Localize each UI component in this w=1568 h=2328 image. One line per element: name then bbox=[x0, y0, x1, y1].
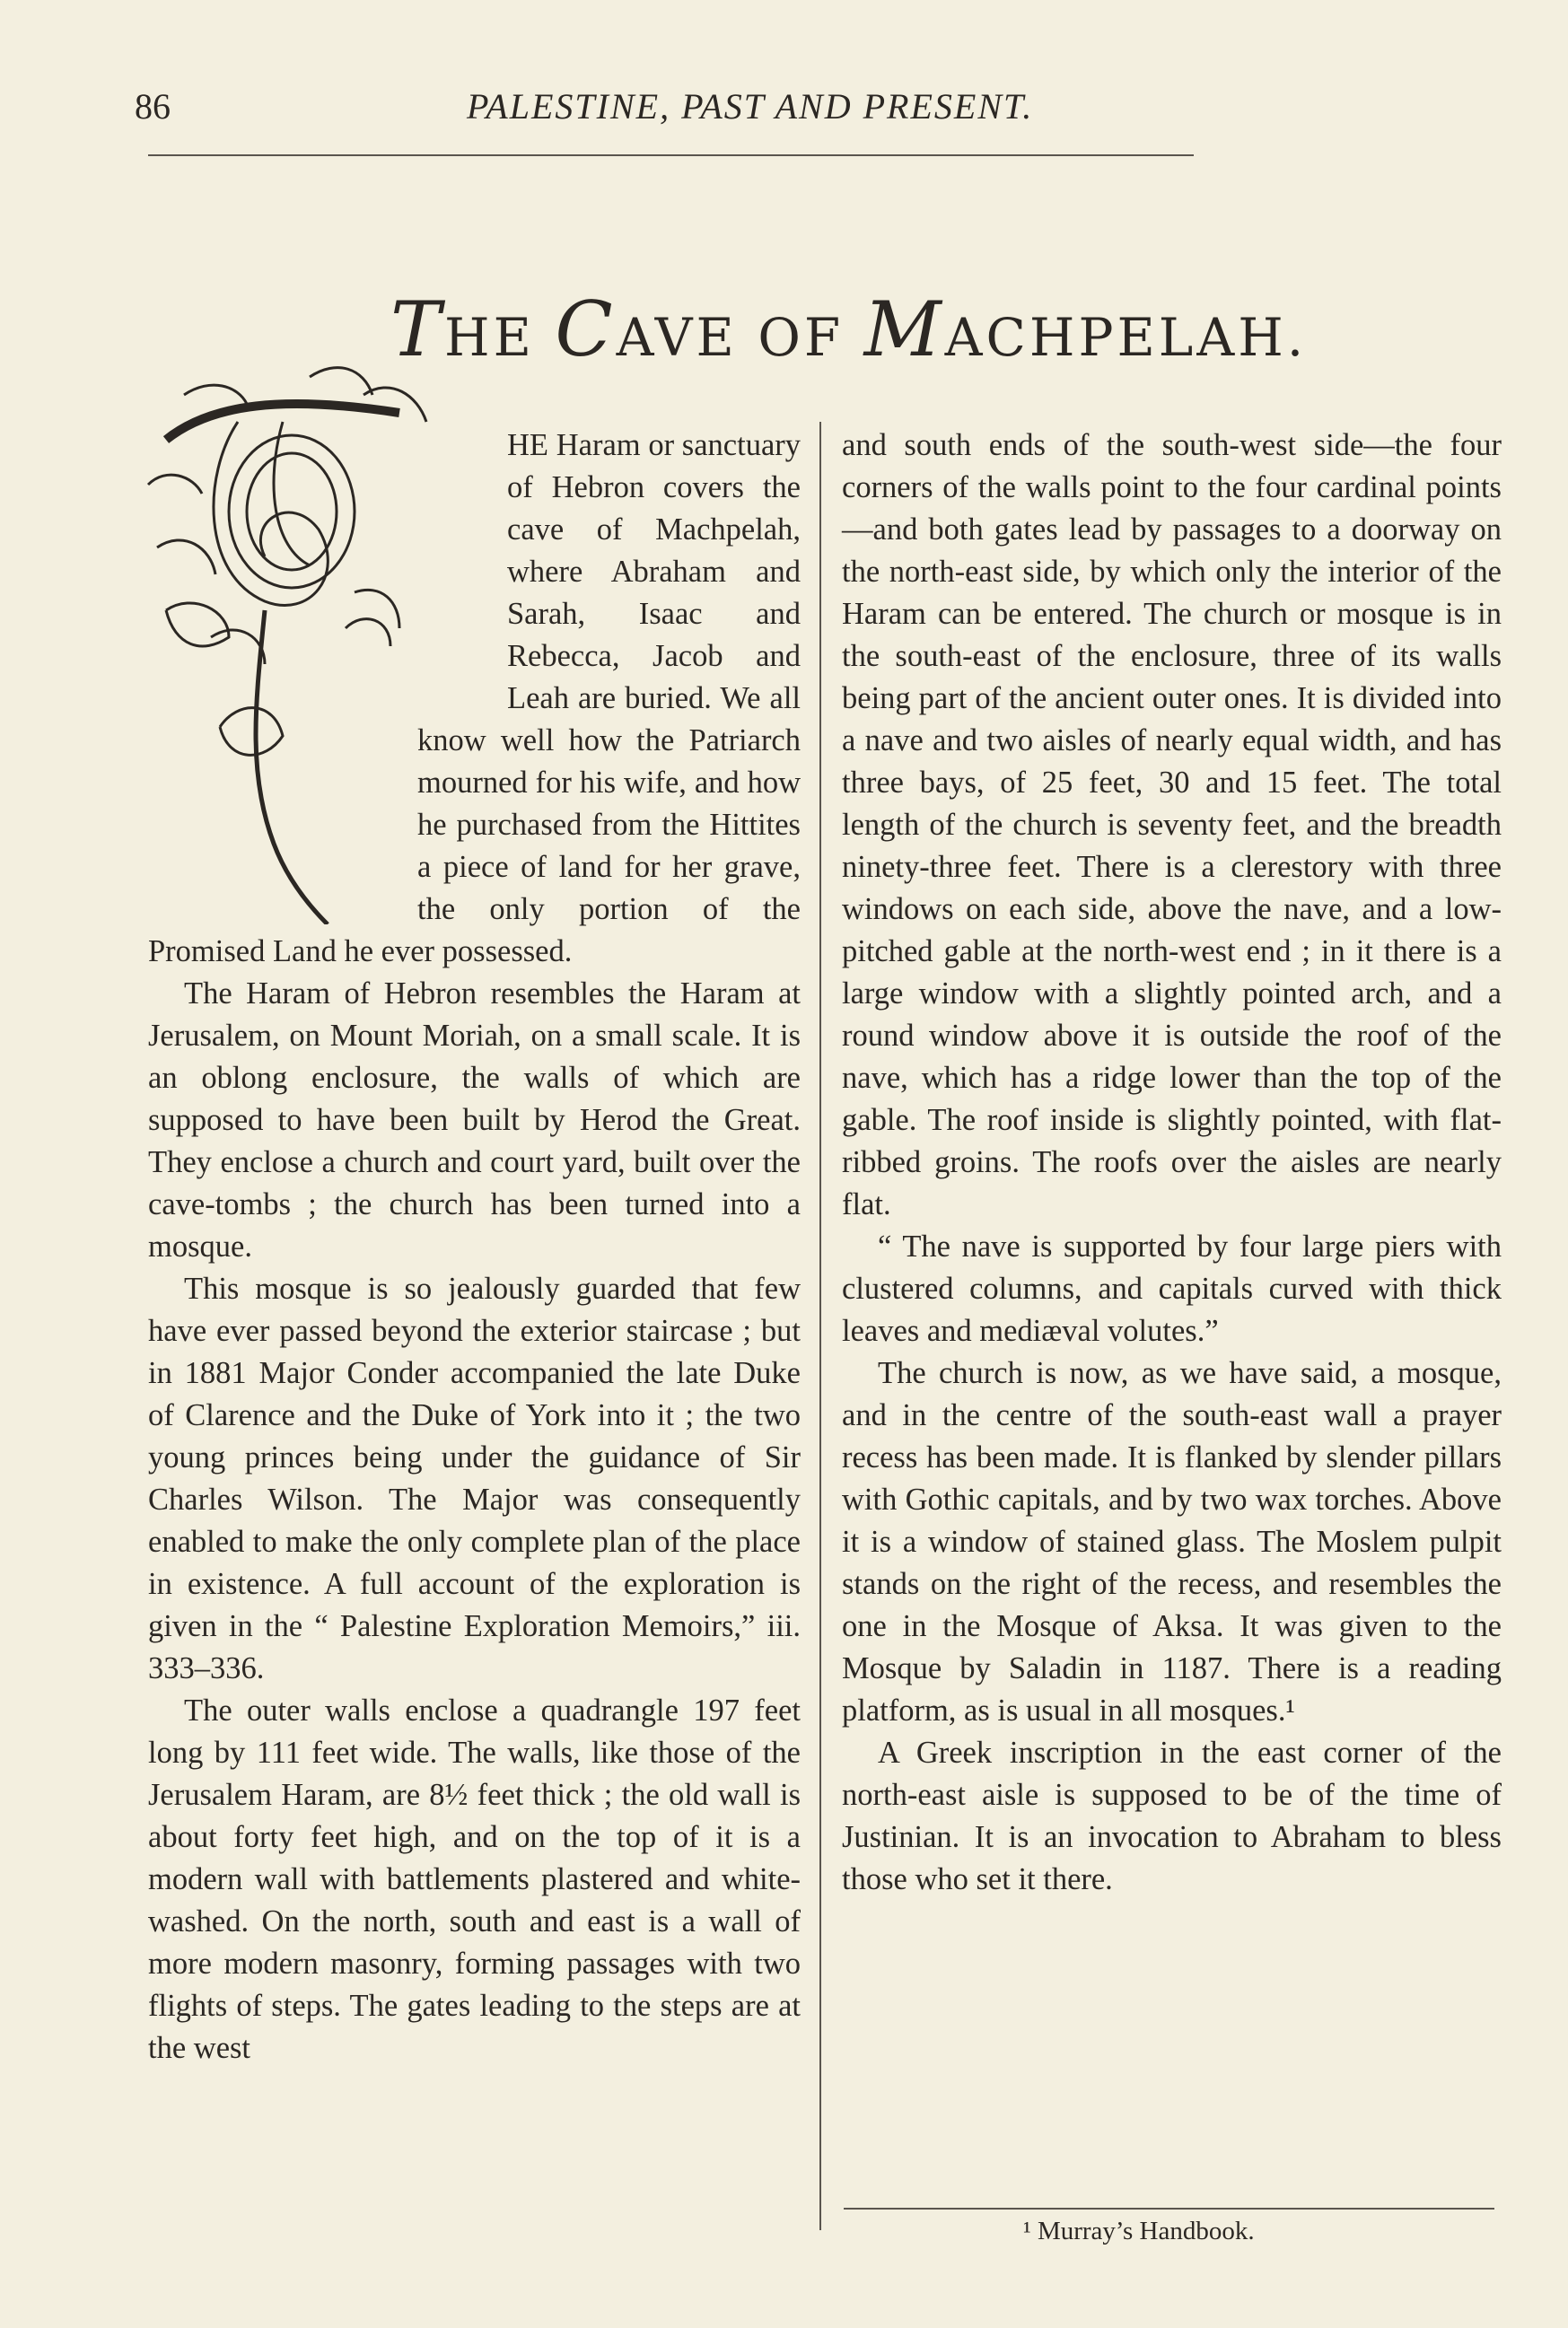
page-header bbox=[135, 85, 1176, 130]
footnote: ¹ Murray’s Handbook. bbox=[1023, 2217, 1255, 2245]
paragraph: “ The nave is supported by four large piers with clustered columns, and capitals curved with thick leaves and mediæval volutes.” bbox=[842, 1230, 1502, 1348]
title-word-machpelah: ACHPELAH. bbox=[944, 307, 1308, 368]
paragraph: The outer walls enclose a quadrangle 197 feet long by 111 feet wide. The walls, like those of the Jerusalem Haram, are 8½ feet thick ; the old wall is about forty feet high, and on the top of it is a modern wall with battlements plastered and white-washed. On the north, south and east is a wall of more modern masonry, forming passages with two flights of steps. The gates leading to the steps are at the west bbox=[148, 1693, 801, 2065]
paragraph: The church is now, as we have said, a mosque, and in the centre of the south-east wall a prayer recess has been made. It is flanked by slender pillars with Gothic capitals, and by two wax torches. Above it is a window of stained glass. The Moslem pulpit stands on the right of the recess, and resembles the one in the Mosque of Aksa. It was given to the Mosque by Saladin in 1187. There is a reading platform, as is usual in all mosques.¹ bbox=[842, 1356, 1502, 1728]
title-initial-c: C bbox=[555, 285, 617, 373]
footnote-rule bbox=[844, 2208, 1494, 2210]
chapter-title bbox=[390, 285, 1308, 373]
title-initial-m: M bbox=[863, 285, 945, 373]
paragraph: This mosque is so jealously guarded that few have ever passed beyond the exterior staircase ; but in 1881 Major Conder accompanied the late Duke of Clarence and the Duke of York into it ; the two young princes being under the guidance of Sir Charles Wilson. The Major was consequently enabled to make the only complete plan of the place in existence. A full account of the exploration is given in the “ Palestine Exploration Memoirs,” iii. 333–336. bbox=[148, 1272, 801, 1685]
running-title: PALESTINE, PAST AND PRESENT. bbox=[467, 86, 1034, 127]
header-rule bbox=[148, 154, 1194, 156]
title-word-the: HE bbox=[444, 307, 535, 368]
right-column bbox=[842, 424, 1502, 1901]
left-column bbox=[148, 424, 801, 2070]
title-word-of: OF bbox=[758, 307, 845, 368]
column-divider bbox=[819, 422, 821, 2230]
paragraph: The Haram of Hebron resembles the Haram at Jerusalem, on Mount Moriah, on a small scale. It is an oblong enclosure, the walls of which are supposed to have been built by Herod the Great. They enclose a church and court yard, built over the cave-tombs ; the church has been turned into a mosque. bbox=[148, 976, 801, 1264]
paragraph: A Greek inscription in the east corner of the north-east aisle is supposed to be of the time of Justinian. It is an invocation to Abraham to bless those who set it there. bbox=[842, 1736, 1502, 1896]
title-word-cave: AVE bbox=[616, 307, 738, 368]
paragraph: HE Haram or sanctuary of Hebron covers the cave of Machpelah, where Abraham and Sarah, Isaac and Rebecca, Jacob and Leah are buried. We all know well how the Patriarch mourned for his wife, and how he purchased from the Hittites a piece of land for her grave, the only portion of the Promised Land he ever possessed. bbox=[148, 428, 801, 968]
title-initial-t: T bbox=[390, 285, 445, 373]
page-number: 86 bbox=[135, 86, 171, 127]
paragraph: and south ends of the south-west side—the four corners of the walls point to the four cardinal points—and both gates lead by passages to a doorway on the north-east side, by which only the interior of the Haram can be entered. The church or mosque is in the south-east of the enclosure, three of its walls being part of the ancient outer ones. It is divided into a nave and two aisles of nearly equal width, and has three bays, of 25 feet, 30 and 15 feet. The total length of the church is seventy feet, and the breadth ninety-three feet. There is a clerestory with three windows on each side, above the nave, and a low-pitched gable at the north-west end ; in it there is a large window with a slightly pointed arch, and a round window above it is outside the roof of the nave, which has a ridge lower than the top of the gable. The roof inside is slightly pointed, with flat-ribbed groins. The roofs over the aisles are nearly flat. bbox=[842, 428, 1502, 1221]
